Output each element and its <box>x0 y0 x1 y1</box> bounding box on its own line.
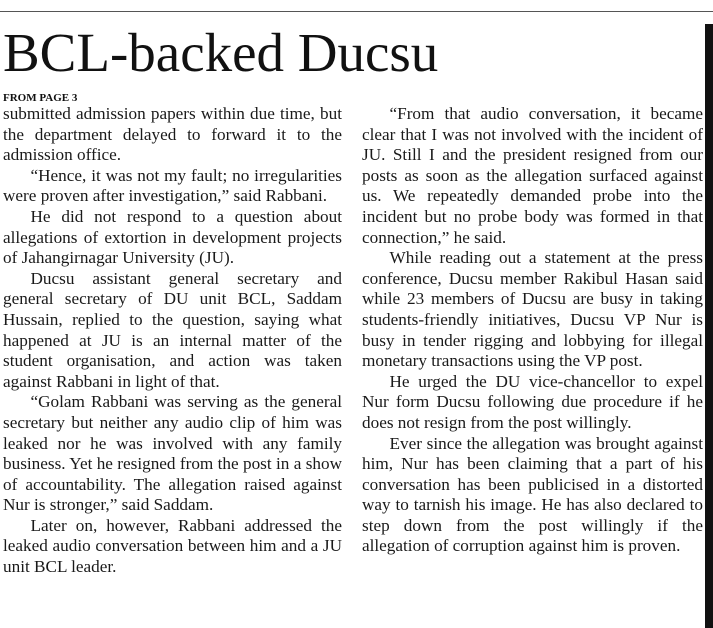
left-column <box>3 104 342 578</box>
paragraph: Ever since the allegation was brought against him, Nur has been claiming that a part of his conversation has been publicised in a distorted way to tarnish his image. He has also declared to step down from the post willingly if the allegation of corruption against him is proven. <box>362 433 703 556</box>
paragraph: While reading out a statement at the press conference, Ducsu member Rakibul Hasan said while 23 members of Ducsu are busy in taking students-friendly initiatives, Ducsu VP Nur is busy in tender rigging and lobbying for illegal monetary transactions using the VP post. <box>362 248 703 371</box>
right-column <box>362 104 703 557</box>
continuation-kicker: FROM PAGE 3 <box>3 92 78 104</box>
paragraph: He urged the DU vice-chancellor to expel Nur form Ducsu following due procedure if he does not resign from the post willingly. <box>362 371 703 432</box>
paragraph: submitted admission papers within due time, but the department delayed to forward it to the admission office. <box>3 104 342 165</box>
paragraph: “From that audio conversation, it became clear that I was not involved with the incident of JU. Still I and the president resigned from our posts as soon as the allegation surfaced against us. We repeatedly demanded probe into the incident but no probe body was formed in that connection,” he said. <box>362 104 703 247</box>
headline: BCL-backed Ducsu <box>3 22 439 83</box>
paragraph: Later on, however, Rabbani addressed the leaked audio conversation between him and a JU unit BCL leader. <box>3 515 342 577</box>
paragraph: Ducsu assistant general secretary and general secretary of DU unit BCL, Saddam Hussain, replied to the question, saying what happened at JU is an internal matter of the student organisation, and action was taken against Rabbani in light of that. <box>3 268 342 391</box>
paragraph: He did not respond to a question about allegations of extortion in development projects of Jahangirnagar University (JU). <box>3 206 342 268</box>
top-rule <box>0 11 713 12</box>
page-edge-bar <box>705 24 713 628</box>
paragraph: “Hence, it was not my fault; no irregularities were proven after investigation,” said Rabbani. <box>3 165 342 206</box>
paragraph: “Golam Rabbani was serving as the general secretary but neither any audio clip of him was leaked nor he was involved with any family business. Yet he resigned from the post in a show of accountability. The allegation raised against Nur is stronger,” said Saddam. <box>3 392 342 515</box>
